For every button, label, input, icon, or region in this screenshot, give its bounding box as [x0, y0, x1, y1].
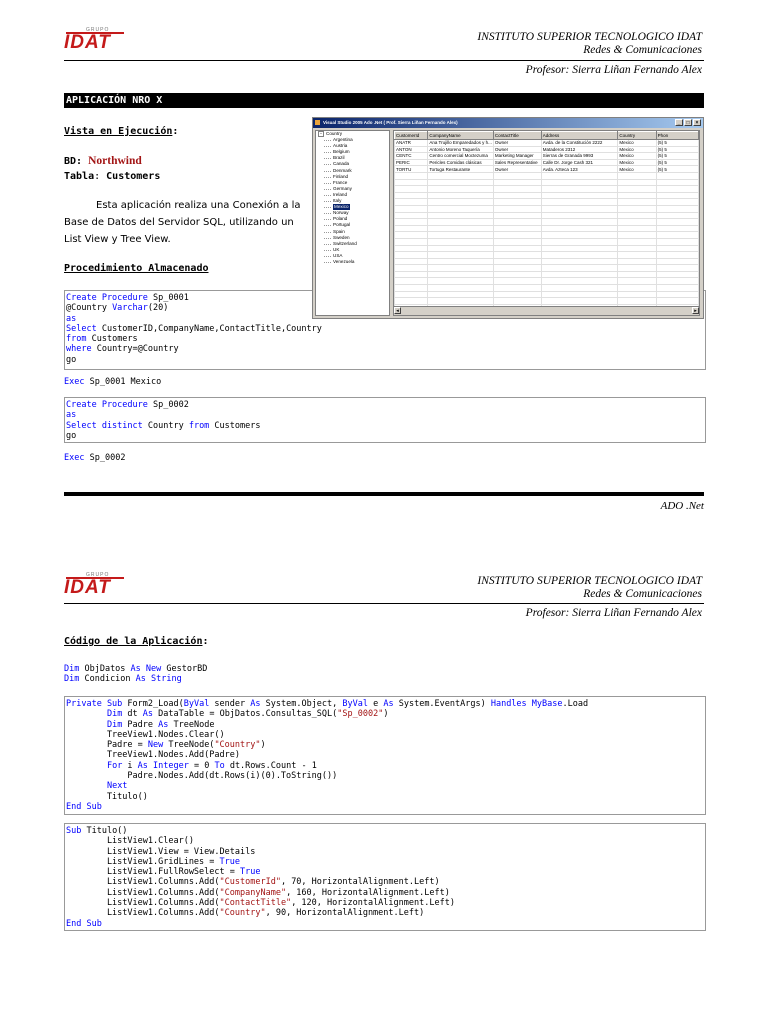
table-cell	[656, 212, 698, 219]
codigo-colon: :	[202, 636, 209, 647]
table-cell: Calle Dr. Jorge Cash 321	[541, 159, 618, 166]
description-line-3: List View y Tree View.	[64, 234, 171, 245]
table-cell: Mexico	[618, 153, 656, 160]
table-cell	[428, 212, 494, 219]
table-cell	[618, 265, 656, 272]
table-row[interactable]	[395, 252, 699, 259]
logo-idat-text: IDAT	[64, 32, 111, 53]
logo-grupo-text: GRUPO	[86, 27, 110, 33]
vista-heading-text: Vista en Ejecución	[64, 126, 173, 137]
tree-root-label: Country	[326, 131, 343, 136]
table-cell	[541, 219, 618, 226]
code-block-titulo: Sub Titulo() ListView1.Clear() ListView1.View = View.Details ListView1.GridLines = True ListView1.FullRowSelect = True ListView1.Columns.Add("CustomerId", 70, HorizontalAlignment.Left) ListView1.Columns.Add("CompanyName", 160, HorizontalAlignment.Left) ListView1.Columns.Add("ContactTitle", 120, HorizontalAlignment.Left) ListView1.Columns.Add("Country", 90, HorizontalAlignment.Left) End Sub	[64, 823, 706, 931]
exec-sp0001-text: Sp_0001 Mexico	[89, 377, 162, 387]
table-cell	[395, 271, 428, 278]
table-row[interactable]	[395, 298, 699, 305]
table-row[interactable]	[395, 159, 699, 166]
table-cell	[618, 212, 656, 219]
table-cell	[541, 199, 618, 206]
table-cell	[618, 252, 656, 259]
tree-item-label: Austria	[333, 143, 348, 149]
table-cell	[395, 238, 428, 245]
description-paragraph	[64, 197, 310, 248]
table-cell	[656, 271, 698, 278]
table-cell	[618, 245, 656, 252]
table-cell	[618, 258, 656, 265]
tree-view[interactable]	[315, 130, 390, 316]
table-cell	[428, 192, 494, 199]
table-cell	[493, 278, 541, 285]
tree-item-label: Italy	[333, 198, 342, 204]
code-block-form-load: Private Sub Form2_Load(ByVal sender As System.Object, ByVal e As System.EventArgs) Handles MyBase.Load Dim dt As DataTable = ObjDatos.Consultas_SQL("Sp_0002") Dim Padre As TreeNode TreeView1.Nodes.Clear() Padre = New TreeNode("Country") TreeView1.Nodes.Add(Padre) For i As Integer = 0 To dt.Rows.Count - 1 Padre.Nodes.Add(dt.Rows(i)(0).ToString()) Next Titulo() End Sub	[64, 696, 706, 815]
table-row[interactable]	[395, 199, 699, 206]
table-row[interactable]	[395, 238, 699, 245]
list-view-table	[394, 131, 699, 311]
table-cell: Owner	[493, 140, 541, 147]
description-line-1: Esta aplicación realiza una Conexión a la	[96, 200, 301, 211]
table-cell	[493, 252, 541, 259]
table-cell	[395, 186, 428, 193]
table-cell	[656, 278, 698, 285]
header-divider	[64, 60, 704, 61]
table-cell	[541, 291, 618, 298]
table-cell: (5) 5	[656, 159, 698, 166]
table-cell	[656, 258, 698, 265]
table-cell	[656, 238, 698, 245]
tree-item-label: Argentina	[333, 137, 353, 143]
table-row[interactable]	[395, 225, 699, 232]
table-cell	[428, 179, 494, 186]
exec-sp0002: Exec Sp_0002	[64, 453, 126, 463]
table-cell	[656, 298, 698, 305]
table-cell: Ana Trujillo Emparedados y h...	[429, 140, 492, 146]
table-row[interactable]	[395, 258, 699, 265]
exec-sp0001: Exec Sp_0001 Mexico	[64, 377, 162, 387]
table-cell	[428, 225, 494, 232]
table-cell: Pericles Comidas clásicas	[428, 159, 494, 166]
logo-idat-text-page2: IDAT	[64, 577, 111, 598]
table-cell	[493, 285, 541, 292]
horizontal-scrollbar[interactable]	[394, 306, 699, 315]
table-row[interactable]	[395, 192, 699, 199]
table-cell	[493, 199, 541, 206]
tree-item-label: Denmark	[333, 167, 352, 173]
table-cell	[493, 271, 541, 278]
table-row[interactable]	[395, 186, 699, 193]
table-cell: Owner	[493, 146, 541, 153]
department-name-page2: Redes & Comunicaciones	[583, 588, 702, 600]
table-row[interactable]	[395, 291, 699, 298]
table-cell	[656, 265, 698, 272]
table-cell	[541, 245, 618, 252]
table-cell	[428, 186, 494, 193]
table-cell	[395, 252, 428, 259]
table-cell: (5) 5	[656, 146, 698, 153]
table-cell	[618, 232, 656, 239]
table-cell	[541, 232, 618, 239]
table-cell	[541, 205, 618, 212]
table-cell	[395, 219, 428, 226]
table-cell	[618, 225, 656, 232]
table-cell	[618, 238, 656, 245]
table-cell	[395, 179, 428, 186]
table-cell: Marketing Manager	[493, 153, 541, 160]
table-cell	[428, 245, 494, 252]
footer-ado-net: ADO .Net	[660, 500, 704, 512]
table-cell	[541, 271, 618, 278]
table-cell	[395, 225, 428, 232]
declarations-code: Dim ObjDatos As New GestorBD Dim Condicion As String	[64, 664, 208, 685]
table-cell: ANTON	[395, 146, 428, 153]
tree-item-label: Switzerland	[333, 240, 357, 246]
table-cell	[428, 291, 494, 298]
institute-header	[477, 31, 702, 57]
table-cell	[428, 285, 494, 292]
table-cell	[541, 225, 618, 232]
tree-item-label: Portugal	[333, 222, 351, 228]
table-row[interactable]	[395, 179, 699, 186]
table-cell	[656, 225, 698, 232]
table-cell	[428, 205, 494, 212]
table-cell: Tortuga Restaurante	[428, 166, 494, 173]
scroll-left-icon[interactable]: ◂	[394, 307, 401, 314]
table-cell	[493, 192, 541, 199]
bd-label: BD	[64, 156, 77, 167]
table-cell	[656, 245, 698, 252]
table-cell	[541, 265, 618, 272]
table-cell	[541, 278, 618, 285]
app-window-screenshot	[312, 117, 704, 319]
table-cell	[656, 186, 698, 193]
logo-grupo-text-page2: GRUPO	[86, 572, 110, 578]
table-cell	[493, 232, 541, 239]
table-cell	[541, 172, 618, 179]
table-cell	[395, 172, 428, 179]
procedimiento-heading: Procedimiento Almacenado	[64, 263, 209, 274]
table-cell	[493, 298, 541, 305]
window-titlebar	[313, 118, 703, 128]
header-divider-page2	[64, 603, 704, 604]
table-cell	[656, 172, 698, 179]
tree-item-label: Venezuela	[333, 258, 355, 264]
table-cell	[493, 212, 541, 219]
tabla-value: Customers	[106, 171, 161, 182]
tree-item-label: France	[333, 179, 348, 185]
table-cell	[618, 219, 656, 226]
idat-logo	[64, 27, 126, 53]
table-cell: Owner	[493, 166, 541, 173]
table-cell	[541, 298, 618, 305]
tree-item-label: Ireland	[333, 191, 348, 197]
table-cell: CENTC	[395, 153, 428, 160]
table-cell	[395, 285, 428, 292]
table-row[interactable]	[395, 140, 699, 147]
vista-colon: :	[172, 126, 179, 137]
table-cell	[395, 199, 428, 206]
table-cell	[656, 291, 698, 298]
table-cell	[395, 258, 428, 265]
column-header[interactable]: CustomerId	[395, 132, 428, 140]
table-cell: Mataderos 2312	[541, 146, 618, 153]
codigo-heading	[64, 636, 209, 647]
column-header[interactable]: ContactTitle	[493, 132, 541, 140]
table-row[interactable]	[395, 205, 699, 212]
table-cell: Avda. Azteca 123	[541, 166, 618, 173]
tree-item-label: Spain	[333, 228, 345, 234]
table-cell	[428, 278, 494, 285]
app-icon	[315, 120, 320, 125]
table-cell	[618, 278, 656, 285]
table-cell	[428, 252, 494, 259]
tree-item-label: Belgium	[333, 149, 350, 155]
table-cell	[656, 252, 698, 259]
table-cell	[395, 205, 428, 212]
tree-item-label: USA	[333, 252, 343, 258]
table-cell	[541, 179, 618, 186]
table-row[interactable]	[395, 271, 699, 278]
table-row[interactable]	[395, 245, 699, 252]
table-cell	[618, 298, 656, 305]
minimize-icon[interactable]: _	[675, 119, 683, 126]
table-cell	[656, 192, 698, 199]
table-cell	[493, 238, 541, 245]
table-cell	[541, 192, 618, 199]
idat-logo-page2	[64, 572, 126, 598]
table-row[interactable]	[395, 166, 699, 173]
table-row[interactable]	[395, 232, 699, 239]
tree-item-label: UK	[333, 246, 340, 252]
table-cell: Avda. de la Constitución 2222	[541, 140, 618, 147]
professor-name: Profesor: Sierra Liñan Fernando Alex	[525, 64, 702, 76]
table-cell	[493, 245, 541, 252]
tree-item-label: Brazil	[333, 155, 345, 161]
table-cell	[618, 186, 656, 193]
tree-item-label: Finland	[333, 173, 349, 179]
table-cell	[395, 278, 428, 285]
tree-item-label: Canada	[333, 161, 350, 167]
table-cell	[493, 291, 541, 298]
table-cell	[618, 285, 656, 292]
vista-heading	[64, 126, 178, 137]
table-cell	[493, 172, 541, 179]
table-row[interactable]	[395, 265, 699, 272]
table-row[interactable]	[395, 278, 699, 285]
table-cell: ANATR	[395, 140, 428, 147]
table-cell: (5) 5	[656, 166, 698, 173]
table-cell	[428, 232, 494, 239]
table-cell	[395, 245, 428, 252]
table-cell	[656, 232, 698, 239]
table-cell	[493, 205, 541, 212]
table-cell	[618, 205, 656, 212]
scroll-right-icon[interactable]: ▸	[692, 307, 699, 314]
table-row[interactable]	[395, 212, 699, 219]
table-cell	[541, 252, 618, 259]
table-cell: Mexico	[618, 159, 656, 166]
institute-name-page2: INSTITUTO SUPERIOR TECNOLOGICO IDAT	[477, 575, 702, 587]
tree-item[interactable]	[316, 259, 389, 265]
table-cell	[395, 265, 428, 272]
table-cell: Mexico	[618, 146, 656, 153]
table-cell	[428, 219, 494, 226]
code-block-sp0001: Create Procedure Sp_0001 @Country Varchar(20) as Select CustomerID,CompanyName,ContactTitle,Country from Customers where Country=@Country go	[64, 290, 706, 370]
table-cell	[618, 291, 656, 298]
table-row[interactable]	[395, 285, 699, 292]
table-cell	[656, 199, 698, 206]
tree-item-label: Germany	[333, 185, 352, 191]
table-cell: Sierras de Granada 9993	[541, 153, 618, 160]
table-cell	[493, 265, 541, 272]
table-row[interactable]	[395, 219, 699, 226]
institute-header-page2	[477, 575, 702, 601]
table-cell	[395, 212, 428, 219]
description-line-2: Base de Datos del Servidor SQL, utilizando un	[64, 217, 294, 228]
table-cell: PERIC	[395, 159, 428, 166]
table-cell	[656, 205, 698, 212]
table-cell	[618, 192, 656, 199]
column-header[interactable]: Phon	[656, 132, 698, 140]
section-title-bar: APLICACIÓN NRO X	[64, 93, 704, 108]
table-cell	[618, 172, 656, 179]
table-cell: Antonio Moreno Taquería	[428, 146, 494, 153]
table-cell	[428, 172, 494, 179]
code-block-sp0002: Create Procedure Sp_0002 as Select distinct Country from Customers go	[64, 397, 706, 443]
table-row[interactable]	[395, 146, 699, 153]
list-view[interactable]	[393, 130, 700, 316]
professor-name-page2: Profesor: Sierra Liñan Fernando Alex	[525, 607, 702, 619]
table-cell	[618, 199, 656, 206]
window-title: Visual Studio 2005 Ado .Net ( Prof. Sierra Liñan Fernando Alex)	[323, 120, 458, 125]
table-cell	[428, 199, 494, 206]
bd-line: BD: Northwind	[64, 155, 142, 167]
table-cell	[428, 258, 494, 265]
table-cell	[428, 265, 494, 272]
table-cell	[656, 285, 698, 292]
table-cell	[395, 232, 428, 239]
table-row[interactable]	[395, 172, 699, 179]
footer-divider	[64, 492, 704, 496]
table-row[interactable]	[395, 153, 699, 160]
table-cell	[493, 225, 541, 232]
table-cell	[541, 258, 618, 265]
table-cell	[541, 238, 618, 245]
table-cell	[493, 179, 541, 186]
tree-root[interactable]: − Country	[319, 131, 343, 136]
table-cell: (5) 5	[656, 153, 698, 160]
table-cell	[428, 271, 494, 278]
table-cell	[428, 298, 494, 305]
institute-name: INSTITUTO SUPERIOR TECNOLOGICO IDAT	[477, 31, 702, 43]
table-cell	[541, 186, 618, 193]
table-cell: Mexico	[618, 140, 656, 147]
column-header[interactable]: Country	[618, 132, 656, 140]
tree-item-label: Sweden	[333, 234, 350, 240]
table-cell	[395, 298, 428, 305]
department-name: Redes & Comunicaciones	[583, 44, 702, 56]
table-cell	[656, 179, 698, 186]
tabla-line: Tabla: Customers	[64, 171, 161, 182]
table-cell	[656, 219, 698, 226]
close-icon[interactable]: ×	[693, 119, 701, 126]
bd-value: Northwind	[88, 155, 142, 167]
table-cell	[493, 258, 541, 265]
table-cell: Mexico	[618, 166, 656, 173]
table-cell	[493, 219, 541, 226]
exec-sp0002-text: Sp_0002	[89, 453, 126, 463]
codigo-heading-text: Código de la Aplicación	[64, 636, 203, 647]
column-header[interactable]: CompanyName	[428, 132, 494, 140]
table-cell	[395, 192, 428, 199]
table-cell	[618, 179, 656, 186]
table-cell	[395, 291, 428, 298]
tree-item-label: Norway	[333, 210, 349, 216]
table-cell	[428, 238, 494, 245]
table-cell	[618, 271, 656, 278]
table-cell: TORTU	[395, 166, 428, 173]
table-cell: (5) 5	[656, 140, 698, 147]
table-cell	[493, 186, 541, 193]
table-cell: Sales Representative	[493, 159, 541, 166]
maximize-icon[interactable]: □	[684, 119, 692, 126]
tree-item-label: Mexico	[334, 204, 349, 210]
table-cell	[541, 212, 618, 219]
table-cell: Centro comercial Moctezuma	[428, 153, 494, 160]
table-cell	[541, 285, 618, 292]
column-header[interactable]: Address	[541, 132, 618, 140]
tabla-label: Tabla	[64, 171, 95, 182]
tree-item-label: Poland	[333, 216, 348, 222]
